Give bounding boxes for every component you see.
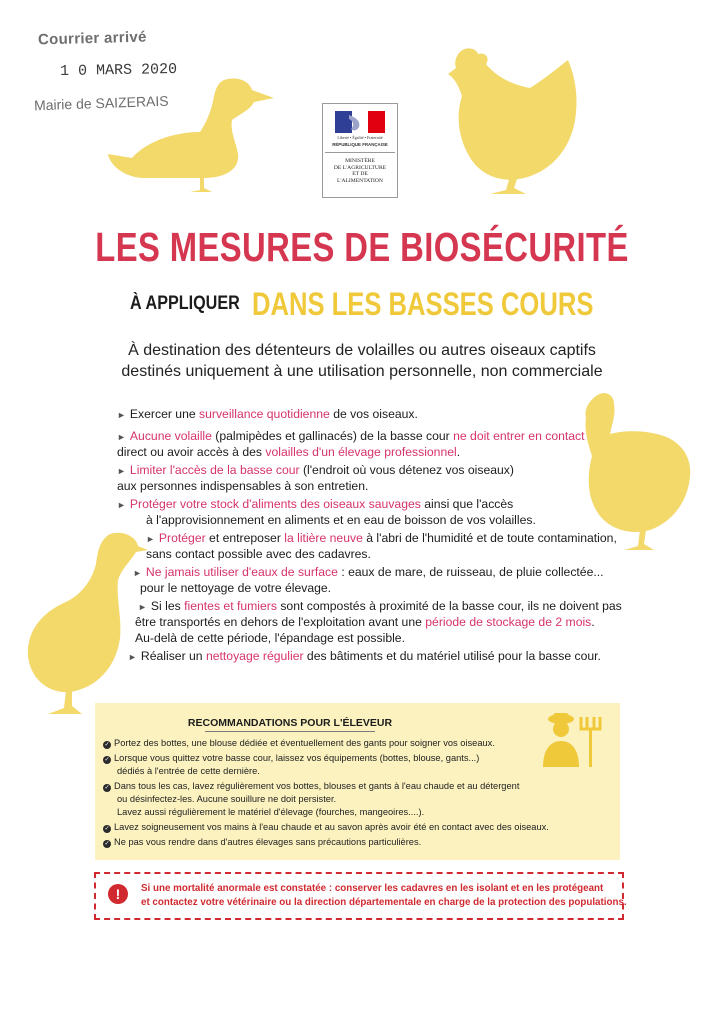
recommendation-5 [103, 836, 421, 849]
measure-5-highlight-2: la litière neuve [284, 531, 363, 545]
measure-4-text: ainsi que l'accès [420, 497, 514, 511]
alert-line-2: et contactez votre vétérinaire ou la direction départementale en charge de la protection des populations. [141, 897, 627, 908]
measure-5-highlight-1: Protéger [158, 531, 206, 545]
measure-3-line-2: aux personnes indispensables à son entretien. [117, 479, 369, 493]
recommendation-3-text: Dans tous les cas, lavez régulièrement vos bottes, blouses et gants à l'eau chaude et au détergent [114, 781, 520, 791]
measure-3-highlight: Limiter l'accès de la basse cour [129, 463, 300, 477]
marianne-flag-icon [335, 111, 385, 133]
farmer-with-pitchfork-icon [539, 709, 607, 769]
measure-7-line-2-text: être transportés en dehors de l'exploitation avant une [135, 615, 426, 629]
recommendation-4 [103, 821, 549, 834]
measure-2-line-2-end: . [456, 445, 461, 459]
measure-1-text-end: de vos oiseaux. [329, 407, 418, 421]
measure-2-line-2-text: direct ou avoir accès à des [117, 445, 266, 459]
measure-4-line-2: à l'approvisionnement en aliments et en eau de boisson de vos volailles. [146, 513, 536, 527]
measure-2-line-2-highlight: volailles d'un élevage professionnel [265, 445, 457, 459]
recommendation-5-text: Ne pas vous rendre dans d'autres élevages sans précautions particulières. [114, 837, 422, 847]
measure-2-text: (palmipèdes et gallinacés) de la basse cour [211, 429, 454, 443]
measure-4-highlight: Protéger votre stock d'aliments des oiseaux sauvages [129, 497, 421, 511]
duck-silhouette-icon [104, 74, 280, 196]
measure-5-text: et entreposer [205, 531, 285, 545]
recommendation-3-line-2: ou désinfectez-les. Aucune souillure ne doit persister. [117, 794, 337, 804]
measure-7-line-2-highlight: période de stockage de 2 mois [425, 615, 592, 629]
triangle-bullet-icon: ► [117, 466, 126, 476]
logo-ministere [325, 158, 395, 184]
alert-text [141, 882, 627, 910]
intro-line-1: À destination des détenteurs de volailles ou autres oiseaux captifs [128, 342, 596, 359]
subtitle-basses-cours: DANS LES BASSES COURS [252, 286, 594, 322]
measure-8 [128, 648, 601, 667]
measure-8-text: Réaliser un [140, 649, 206, 663]
triangle-bullet-icon: ► [128, 652, 137, 662]
recommendation-2-line-2: dédiés à l'entrée de cette dernière. [117, 766, 260, 776]
intro-line-2: destinés uniquement à une utilisation personnelle, non commerciale [121, 363, 603, 380]
page-title: LES MESURES DE BIOSÉCURITÉ [95, 224, 629, 270]
measure-7-line-3: Au-delà de cette période, l'épandage est possible. [135, 631, 405, 645]
measure-6-highlight: Ne jamais utiliser d'eaux de surface [145, 565, 338, 579]
alert-line-1: Si une mortalité anormale est constatée : conserver les cadavres en les isolant et en les protégeant [141, 883, 604, 894]
warning-icon: ! [108, 884, 128, 904]
check-circle-icon: ✓ [104, 742, 110, 748]
recommendation-3 [103, 780, 519, 793]
guinea-fowl-silhouette-icon [26, 528, 150, 724]
stamp-title: Courrier arrivé [37, 28, 147, 49]
triangle-bullet-icon: ► [138, 602, 147, 612]
logo-republique: RÉPUBLIQUE FRANÇAISE [332, 142, 388, 147]
measure-7-line-2-end: . [591, 615, 595, 629]
stamp-mairie: Mairie de SAIZERAIS [33, 92, 169, 114]
intro-text [110, 340, 614, 382]
check-circle-icon: ✓ [104, 785, 110, 791]
measure-1 [117, 406, 418, 425]
check-circle-icon: ✓ [104, 841, 110, 847]
logo-motto: Liberté • Égalité • Fraternité [337, 135, 383, 140]
measure-2-highlight-2: ne doit entrer en contact [453, 429, 585, 443]
measure-1-highlight: surveillance quotidienne [199, 407, 330, 421]
recommendations-box [95, 703, 620, 860]
recommendation-3-line-3: Lavez aussi régulièrement le matériel d'élevage (fourches, mangeoires....). [117, 807, 425, 817]
recommendation-4-text: Lavez soigneusement vos mains à l'eau chaude et au savon après avoir été en contact avec des oiseaux. [114, 822, 549, 832]
measure-3-text: (l'endroit où vous détenez vos oiseaux) [299, 463, 514, 477]
check-circle-icon: ✓ [104, 757, 110, 763]
measure-6-line-2: pour le nettoyage de votre élevage. [140, 581, 332, 595]
recommendation-1 [103, 737, 495, 750]
measure-5-text-end: à l'abri de l'humidité et de toute contamination, [362, 531, 617, 545]
logo-ministere-line1: MINISTÈRE [345, 158, 375, 164]
triangle-bullet-icon: ► [117, 410, 126, 420]
ministry-logo [322, 103, 398, 198]
hen-silhouette-icon [440, 44, 582, 200]
measure-2-highlight-1: Aucune volaille [129, 429, 212, 443]
measure-7-highlight: fientes et fumiers [184, 599, 277, 613]
recommendation-1-text: Portez des bottes, une blouse dédiée et éventuellement des gants pour soigner vos oiseaux. [114, 738, 495, 748]
triangle-bullet-icon: ► [146, 534, 155, 544]
recommendations-title: RECOMMANDATIONS POUR L'ÉLEVEUR [187, 717, 393, 729]
logo-ministere-line4: L'ALIMENTATION [337, 177, 383, 184]
measure-8-highlight: nettoyage régulier [205, 649, 304, 663]
measure-7-text: Si les [150, 599, 185, 613]
subtitle-apply: À APPLIQUER [130, 293, 240, 314]
triangle-bullet-icon: ► [117, 432, 126, 442]
logo-divider [325, 152, 395, 153]
logo-ministere-line2: DE L'AGRICULTURE [333, 164, 387, 171]
recommendations-title-underline [205, 731, 375, 732]
recommendation-2-text: Lorsque vous quittez votre basse cour, laissez vos équipements (bottes, blouse, gants...) [114, 753, 480, 763]
measure-7-line-2 [135, 614, 595, 632]
check-circle-icon: ✓ [104, 826, 110, 832]
triangle-bullet-icon: ► [133, 568, 142, 578]
stamp-date: 1 0 MARS 2020 [59, 60, 178, 81]
measure-6-text: : eaux de mare, de ruisseau, de pluie collectée... [337, 565, 604, 579]
measure-8-text-end: des bâtiments et du matériel utilisé pour la basse cour. [303, 649, 601, 663]
measure-1-text: Exercer une [129, 407, 200, 421]
mortality-alert-box [94, 872, 627, 920]
logo-ministere-line3: ET DE [352, 171, 368, 178]
measure-7-text-end: sont compostés à proximité de la basse cour, ils ne doivent pas [276, 599, 622, 613]
measure-5-line-2: sans contact possible avec des cadavres. [146, 547, 371, 561]
measure-2-line-2 [117, 444, 460, 462]
recommendation-2 [103, 752, 479, 765]
triangle-bullet-icon: ► [117, 500, 126, 510]
